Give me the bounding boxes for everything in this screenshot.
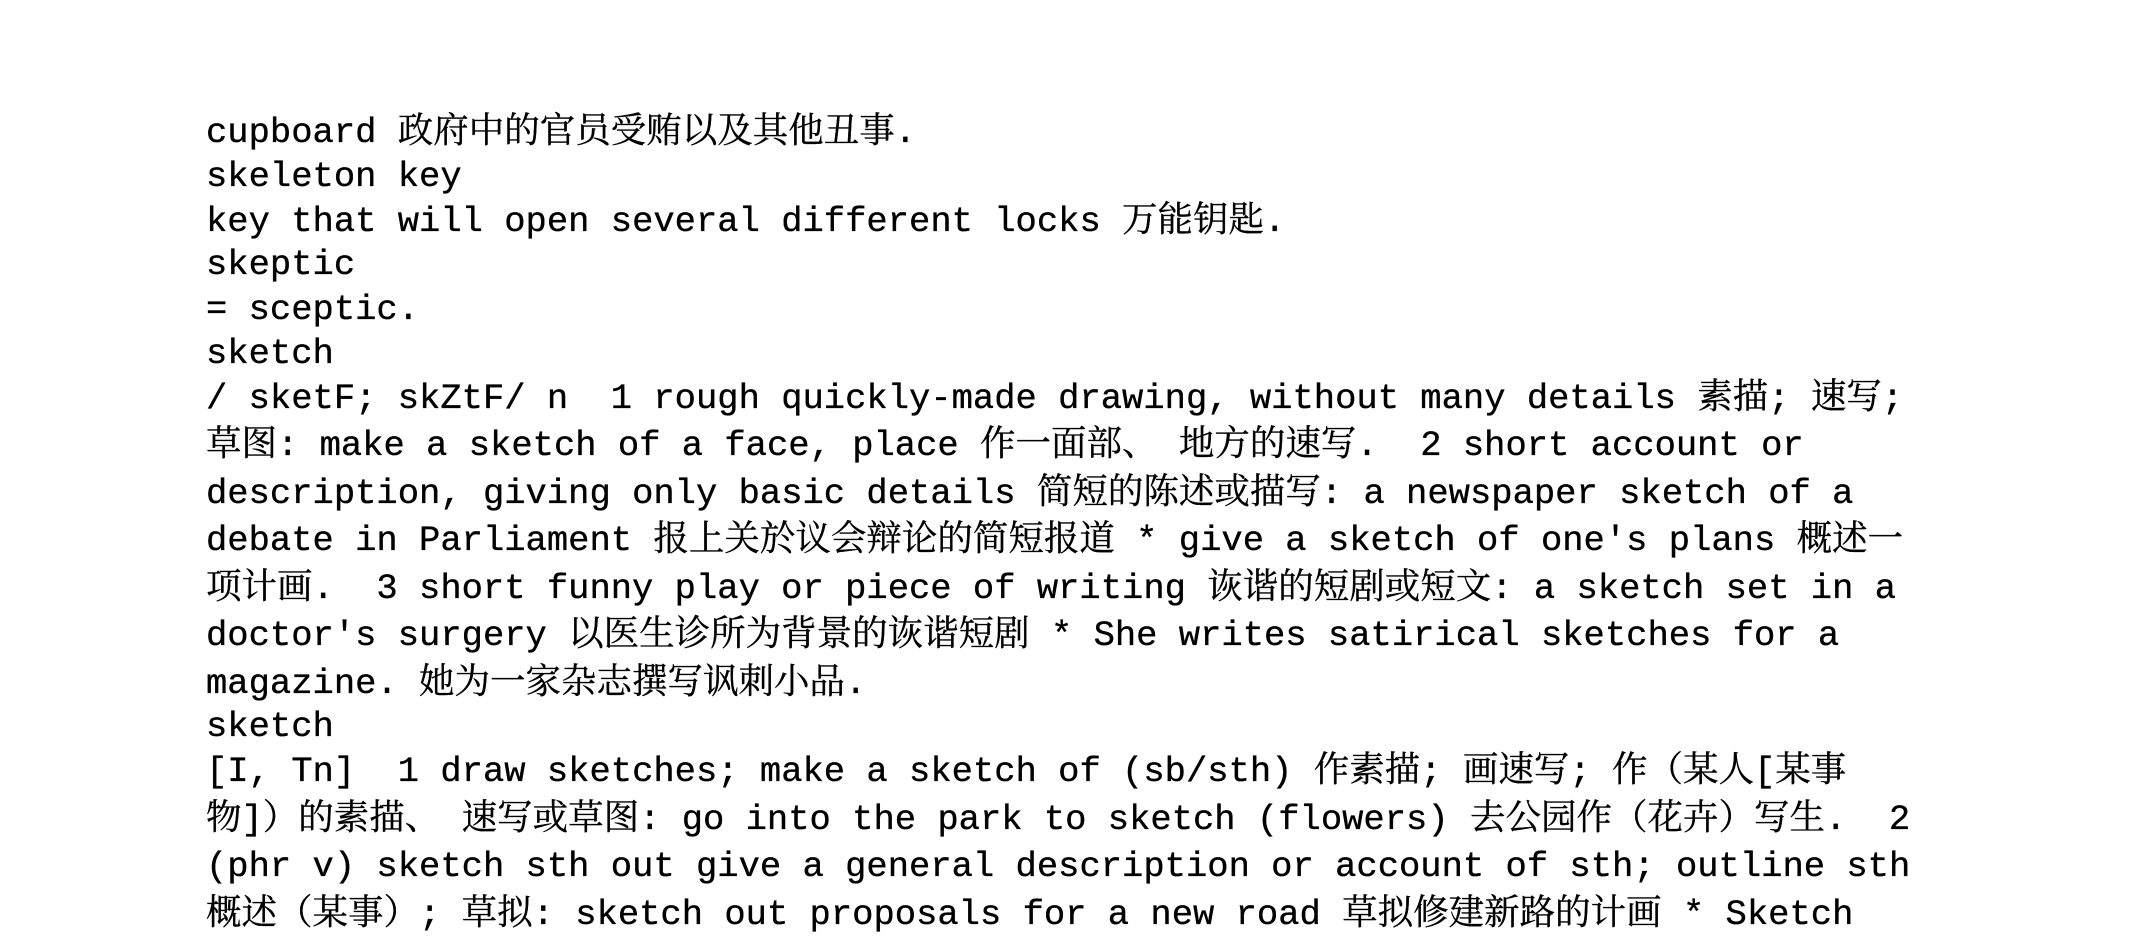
entry-definition-sketch-verb-line-2: 物]）的素描、 速写或草图: go into the park to sketch (flowers) 去公园作（花卉）写生. 2 [206, 796, 2106, 844]
entry-definition-sketch-verb-line-4: 概述（某事）; 草拟: sketch out proposals for a new road 草拟修建新路的计画 * Sketch [206, 891, 2106, 938]
entry-definition-sketch-noun-line-3: description, giving only basic details 简短的陈述或描写: a newspaper sketch of a [206, 470, 2106, 518]
entry-definition-sketch-noun-line-2: 草图: make a sketch of a face, place 作一面部、 地方的速写. 2 short account or [206, 422, 2106, 470]
entry-definition-sketch-noun-line-7: magazine. 她为一家杂志撰写讽刺小品. [206, 660, 2106, 708]
entry-definition-cupboard: cupboard 政府中的官员受贿以及其他丑事. [206, 109, 2106, 157]
entry-headword-sketch-noun: sketch [206, 333, 2106, 374]
dictionary-text [206, 108, 2106, 937]
entry-headword-sketch-verb: sketch [206, 706, 2106, 747]
entry-definition-skeptic: = sceptic. [206, 286, 2106, 334]
entry-definition-sketch-noun-line-4: debate in Parliament 报上关於议会辩论的简短报道 * give a sketch of one's plans 概述一 [206, 517, 2106, 565]
entry-definition-sketch-noun-line-5: 项计画. 3 short funny play or piece of writing 诙谐的短剧或短文: a sketch set in a [206, 565, 2106, 613]
entry-definition-skeleton-key: key that will open several different locks 万能钥匙. [206, 198, 2106, 246]
entry-definition-sketch-noun-line-6: doctor's surgery 以医生诊所为背景的诙谐短剧 * She writes satirical sketches for a [206, 612, 2106, 660]
entry-definition-sketch-verb-line-3: (phr v) sketch sth out give a general description or account of sth; outline sth [206, 843, 2106, 891]
entry-definition-sketch-verb-line-1: [I, Tn] 1 draw sketches; make a sketch of (sb/sth) 作素描; 画速写; 作（某人[某事 [206, 748, 2106, 796]
entry-definition-sketch-noun-line-1: / sketF; skZtF/ n 1 rough quickly-made drawing, without many details 素描; 速写; [206, 375, 2106, 423]
entry-headword-skeleton-key: skeleton key [206, 156, 2106, 197]
entry-headword-skeptic: skeptic [206, 244, 2106, 285]
